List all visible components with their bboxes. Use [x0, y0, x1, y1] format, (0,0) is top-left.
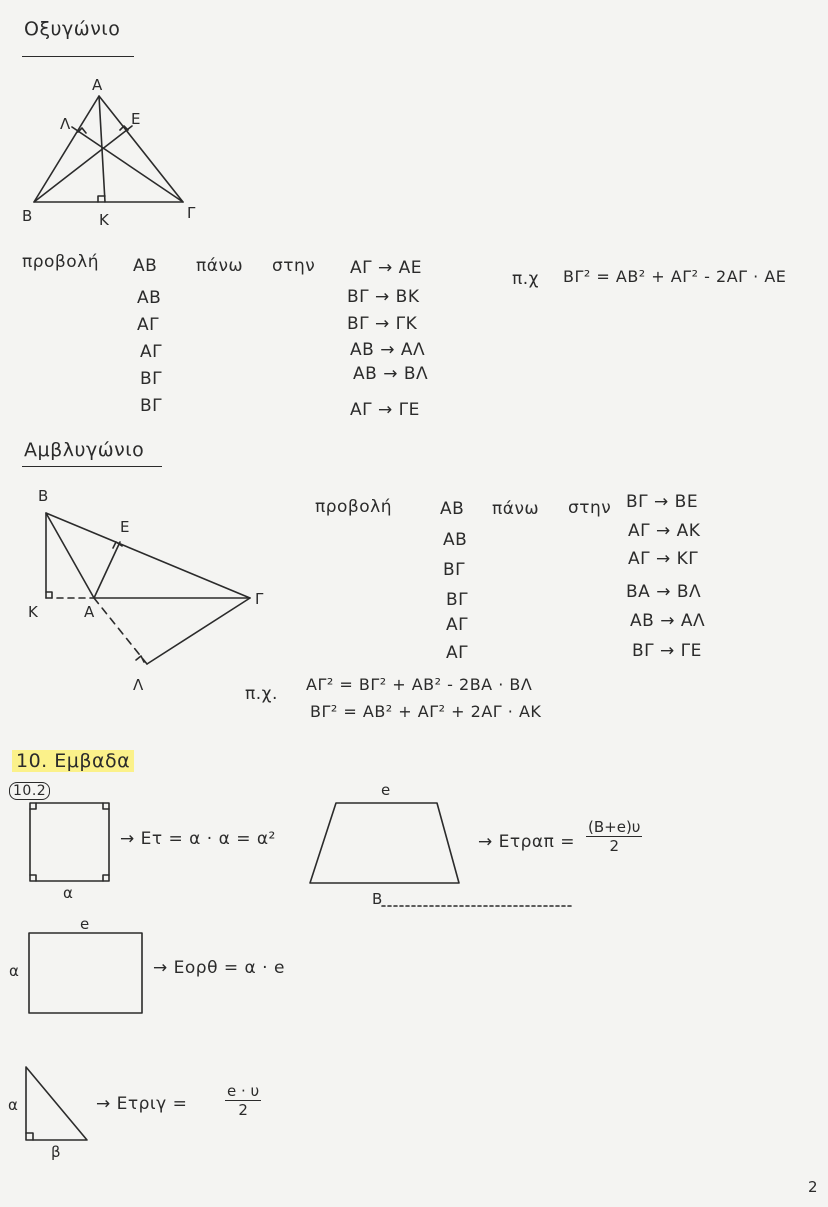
trapezoid-figure: [310, 803, 572, 906]
acute-point-a: Α: [92, 76, 103, 94]
obtuse-row-map: ΑΓ → ΚΓ: [628, 549, 699, 569]
acute-header-on: πάνω: [196, 256, 244, 276]
triangle-area-numerator: e · υ: [227, 1082, 260, 1100]
rectangle-side-label: α: [9, 962, 20, 980]
obtuse-row-from: ΒΓ: [443, 560, 466, 580]
obtuse-row-map: ΒΑ → ΒΛ: [626, 582, 702, 602]
obtuse-row-from: ΑΒ: [440, 499, 465, 519]
obtuse-point-e: Ε: [120, 518, 130, 536]
obtuse-row-map: ΑΓ → ΑΚ: [628, 521, 701, 541]
obtuse-row-from: ΑΒ: [443, 530, 468, 550]
obtuse-header-projection: προβολή: [315, 497, 393, 517]
acute-triangle-figure: [34, 96, 183, 202]
acute-row-map: ΒΓ → ΓΚ: [347, 314, 418, 334]
obtuse-point-b: Β: [38, 487, 49, 505]
acute-row-from: ΑΒ: [137, 288, 162, 308]
acute-point-k: Κ: [99, 211, 110, 229]
acute-row-from: ΒΓ: [140, 396, 163, 416]
rectangle-figure: [29, 933, 142, 1013]
obtuse-header-on: πάνω: [492, 499, 540, 519]
acute-row-map: ΑΓ → ΓΕ: [350, 400, 420, 420]
trapezoid-bottom-label: Β: [372, 890, 383, 908]
rectangle-top-label: e: [80, 915, 90, 933]
acute-row-from: ΑΓ: [140, 342, 163, 362]
obtuse-point-a: Α: [84, 603, 95, 621]
triangle-area-fraction: [225, 1082, 261, 1119]
triangle-area-denominator: 2: [238, 1101, 248, 1119]
square-side-label: α: [63, 884, 74, 902]
obtuse-row-map: ΒΓ → ΓΕ: [632, 641, 702, 661]
acute-header-the: στην: [272, 256, 316, 276]
areas-subsection-box: 10.2: [9, 782, 50, 800]
obtuse-heading: Αμβλυγώνιο: [24, 439, 145, 461]
obtuse-row-from: ΒΓ: [446, 590, 469, 610]
acute-header-projection: προβολή: [22, 252, 100, 272]
acute-row-from: ΑΒ: [133, 256, 158, 276]
acute-example-prefix: π.χ: [512, 269, 539, 289]
right-triangle-side-label: α: [8, 1096, 19, 1114]
areas-heading: [12, 750, 134, 772]
acute-row-map: ΑΒ → ΑΛ: [350, 340, 426, 360]
acute-row-from: ΒΓ: [140, 369, 163, 389]
acute-row-map: ΑΒ → ΒΛ: [353, 364, 429, 384]
obtuse-triangle-figure: [46, 513, 250, 664]
obtuse-row-map: ΑΒ → ΑΛ: [630, 611, 706, 631]
obtuse-header-the: στην: [568, 498, 612, 518]
trapezoid-area-numerator: (Β+e)υ: [588, 818, 641, 836]
acute-point-l: Λ: [60, 115, 71, 133]
obtuse-row-map: ΒΓ → ΒΕ: [626, 492, 699, 512]
acute-row-map: ΒΓ → ΒΚ: [347, 287, 420, 307]
acute-row-map: ΑΓ → ΑΕ: [350, 258, 423, 278]
right-triangle-base-label: β: [51, 1143, 62, 1161]
obtuse-example-formula-1: ΑΓ² = ΒΓ² + ΑΒ² - 2ΒΑ · ΒΛ: [306, 675, 533, 694]
trapezoid-area-prefix: → Ετραπ =: [478, 832, 576, 852]
acute-point-e: Ε: [131, 110, 141, 128]
acute-row-from: ΑΓ: [137, 315, 160, 335]
obtuse-row-from: ΑΓ: [446, 643, 469, 663]
acute-point-b: Β: [22, 207, 33, 225]
acute-heading: Οξυγώνιο: [24, 18, 121, 40]
rectangle-area-formula: → Εορθ = α · e: [153, 958, 285, 978]
square-area-formula: → Ετ = α · α = α²: [120, 829, 276, 849]
acute-heading-underline: [22, 56, 134, 57]
page-number: 2: [808, 1178, 819, 1196]
square-figure: [30, 803, 109, 881]
obtuse-example-prefix: π.χ.: [245, 684, 278, 704]
acute-point-g: Γ: [187, 204, 196, 222]
triangle-area-prefix: → Ετριγ =: [96, 1094, 188, 1114]
acute-example-formula: ΒΓ² = ΑΒ² + ΑΓ² - 2ΑΓ · ΑΕ: [563, 267, 787, 286]
right-triangle-figure: [26, 1067, 87, 1140]
areas-heading-highlight: 10. Εμβαδα: [12, 750, 134, 772]
trapezoid-top-label: e: [381, 781, 391, 799]
obtuse-point-l: Λ: [133, 676, 144, 694]
obtuse-example-formula-2: ΒΓ² = ΑΒ² + ΑΓ² + 2ΑΓ · ΑΚ: [310, 702, 542, 721]
areas-subsection: [9, 780, 50, 800]
trapezoid-area-denominator: 2: [609, 837, 620, 855]
obtuse-point-g: Γ: [255, 590, 264, 608]
trapezoid-area-fraction: [586, 818, 642, 855]
obtuse-heading-underline: [22, 466, 162, 467]
obtuse-point-k: Κ: [28, 603, 39, 621]
obtuse-row-from: ΑΓ: [446, 615, 469, 635]
